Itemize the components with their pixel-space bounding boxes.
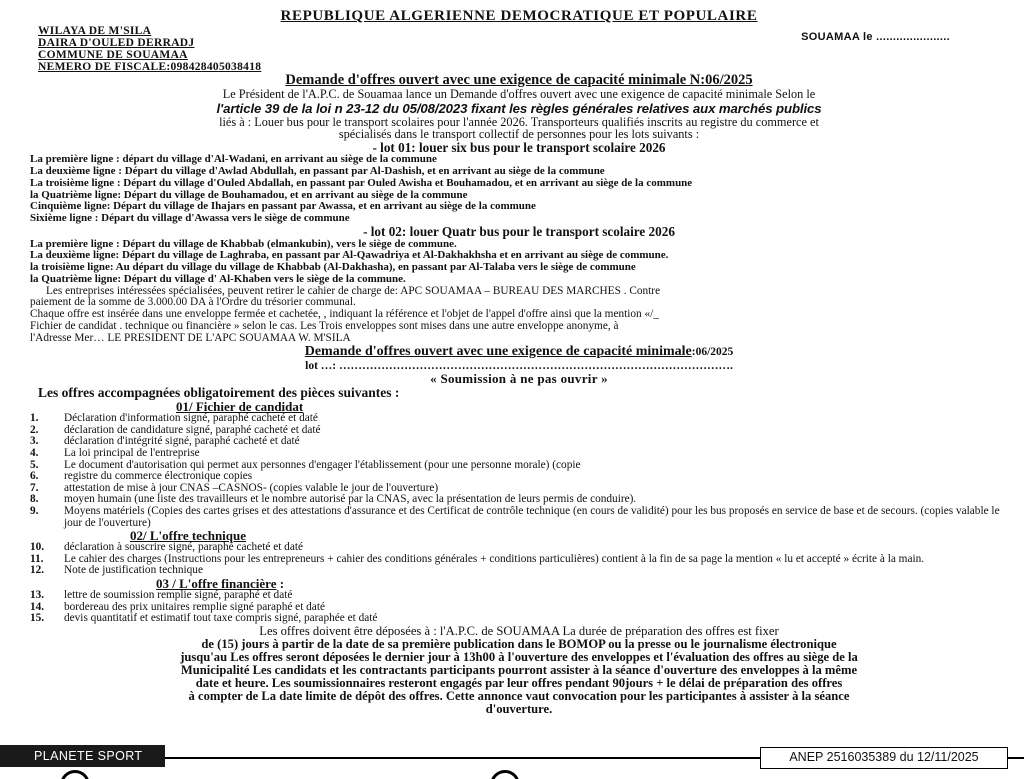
final-line-1: Les offres doivent être déposées à : l'A.P.C. de SOUAMAA La durée de préparation des offres est fixer: [259, 623, 779, 638]
section-financial-offer: 03 / L'offre financière :: [156, 575, 285, 591]
intro-line-1: Le Président de l'A.P.C. de Souamaa lance un Demande d'offres ouvert avec une exigence de capacité minimale Selon le: [222, 87, 816, 101]
anep-reference: ANEP 2516035389 du 12/11/2025: [760, 747, 1008, 769]
lot2-title: - lot 02: louer Quatr bus pour le transport scolaire 2026: [363, 224, 675, 240]
item-text: Moyens matériels (Copies des cartes grises et des attestations d'assurance et des Certificat de contrôle technique (en cours de validité) pour les bus proposés en service de base et de secours. (copies valable le jour de l'ouverture): [64, 505, 1000, 529]
header-row: [38, 25, 1000, 73]
lot1-line: La troisième ligne : Départ du village d'Ouled Abdallah, en passant par Ouled Awisha et Bouhamadou, et en arrivant au siège de la commune: [30, 176, 693, 189]
item-number: 3.: [30, 435, 39, 448]
item-text: lettre de soumission remplie signé, paraphé et daté: [64, 588, 293, 601]
conditions-line-2: paiement de la somme de 3.000.00 DA à l'Ordre du trésorier communal.: [30, 296, 356, 309]
item-text: déclaration de candidature signé, paraphé cacheté et daté: [64, 423, 321, 436]
item-number: 9.: [30, 505, 39, 518]
bottom-decoration: [0, 770, 1024, 779]
secondary-heading-text: Demande d'offres ouvert avec une exigence de capacité minimale: [304, 344, 692, 360]
conditions-line-5: l'Adresse Mer… LE PRESIDENT DE L'APC SOUAMAA W. M'SILA: [30, 331, 351, 344]
lot1-line: Cinquième ligne: Départ du village de Ihajars en passant par Awassa, et en arrivant au siège de la commune: [30, 200, 536, 213]
item-number: 10.: [30, 541, 45, 554]
intro-line-4: spécialisés dans le transport collectif de personnes pour les lots suivants :: [338, 127, 700, 142]
item-number: 1.: [30, 412, 39, 425]
announcement-document: [8, 0, 1014, 740]
item-number: 5.: [30, 458, 39, 471]
item-number: 11.: [30, 552, 44, 565]
item-number: 6.: [30, 470, 39, 483]
intro-line-3: liés à : Louer bus pour le transport scolaires pour l'année 2026. Transporteurs qualifiés inscrits au registre du commerce et: [219, 114, 819, 129]
item-text: bordereau des prix unitaires remplie signé paraphé et daté: [64, 600, 325, 613]
section-technical-offer-label: 02/ L'offre technique: [130, 528, 247, 544]
section-candidate-file-label: 01/ Fichier de candidat: [176, 399, 304, 415]
item-text: Note de justification technique: [64, 564, 203, 577]
item-number: 4.: [30, 447, 39, 460]
daira-line: DAIRA D'OULED DERRADJ: [38, 37, 195, 49]
wilaya-line: WILAYA DE M'SILA: [38, 25, 152, 37]
final-line-4: Municipalité Les candidats et les contractants participants pourront assister à la séance d'ouverture des enveloppes à la même: [180, 662, 858, 677]
lot1-title: - lot 01: louer six bus pour le transport scolaire 2026: [372, 139, 666, 155]
secondary-heading-number: :06/2025: [691, 346, 734, 359]
lot2-line: la Quatrième ligne: Départ du village d' Al-Khaben vers le siège de la commune.: [30, 272, 406, 285]
document-list-item: [30, 588, 1000, 602]
financial-offer-list: [30, 588, 1000, 625]
section-financial-offer-label: 03 / L'offre financière: [156, 575, 277, 591]
item-text: attestation de mise à jour CNAS –CASNOS- (copies valable le jour de l'ouverture): [64, 481, 439, 494]
lot1-line: la Quatrième ligne: Départ du village de Bouhamadou, et en arrivant au siège de la commune: [30, 188, 468, 201]
lot2-line: La première ligne : Départ du village de Khabbab (elmankubin), vers le siège de commune.: [30, 237, 457, 250]
commune-line: COMMUNE DE SOUAMAA: [38, 49, 188, 61]
final-line-3: jusqu'au Les offres seront déposées le dernier jour à 13h00 à l'ouverture des enveloppes et l'évaluation des offres au siège de la: [180, 649, 858, 664]
logo-arc-mark: [490, 770, 520, 779]
logo-arc-mark: [60, 770, 90, 779]
item-text: Le document d'autorisation qui permet aux personnes d'engager l'établissement (pour une personne morale) (copie: [64, 458, 581, 471]
intro-line-2: l'article 39 de la loi n 23-12 du 05/08/2023 fixant les règles générales relatives aux marchés publics: [216, 100, 822, 116]
place-date: SOUAMAA le ......................: [801, 31, 950, 43]
item-number: 7.: [30, 481, 39, 494]
lot1-line: La première ligne : départ du village d'Al-Wadani, en arrivant au siège de la commune: [30, 153, 437, 166]
header-left-block: [38, 25, 261, 73]
technical-offer-list: [30, 541, 1000, 577]
item-text: registre du commerce électronique copies: [64, 470, 253, 483]
required-documents-title: Les offres accompagnées obligatoirement des pièces suivantes :: [38, 385, 400, 401]
item-number: 14.: [30, 600, 45, 613]
main-heading: Demande d'offres ouvert avec une exigence de capacité minimale N:06/2025: [285, 72, 753, 88]
publication-label: PLANETE SPORT: [0, 745, 165, 767]
item-text: Déclaration d'information signé, paraphé cacheté et daté: [64, 412, 318, 425]
item-number: 12.: [30, 564, 45, 577]
candidate-file-list: [30, 412, 1000, 529]
fiscal-number-line: NEMERO DE FISCALE:098428405038418: [38, 61, 262, 73]
item-text: La loi principal de l'entreprise: [64, 447, 200, 460]
final-line-7: d'ouverture.: [485, 701, 553, 716]
item-text: moyen humain (une liste des travailleurs et le nombre autorisé par la CNAS, avec la présentation de leurs permis de conduire).: [64, 493, 637, 506]
item-text: déclaration d'intégrité signé, paraphé cacheté et daté: [64, 435, 300, 448]
lot-placeholder-line: lot …: ………………………………………………………………………………………….: [305, 360, 733, 373]
document-list-item: [30, 505, 1000, 529]
lot2-line: La deuxième ligne: Départ du village de Laghraba, en passant par Al-Qawadriya et Al-Dakhakhsha et en arrivant au siège de commune.: [30, 249, 669, 262]
item-text: déclaration à souscrire signé, paraphé cacheté et daté: [64, 541, 303, 554]
final-line-2: de (15) jours à partir de la date de sa première publication dans le BOMOP ou la presse ou le journalisme électronique: [201, 636, 837, 651]
conditions-line-3: Chaque offre est insérée dans une enveloppe fermée et cachetée, , indiquant la référence et l'objet de l'appel d'offre ainsi que la mention «/_: [30, 308, 659, 321]
item-number: 2.: [30, 423, 39, 436]
conditions-line-4: Fichier de candidat . technique ou financière » selon le cas. Les Trois enveloppes sont mises dans une autre enveloppe anonyme, à: [30, 319, 619, 332]
soumission-notice: « Soumission à ne pas ouvrir »: [430, 371, 608, 387]
republic-title: REPUBLIQUE ALGERIENNE DEMOCRATIQUE ET POPULAIRE: [280, 8, 758, 24]
item-number: 8.: [30, 493, 39, 506]
lot1-line: Sixième ligne : Départ du village d'Awassa vers le siège de commune: [30, 212, 350, 225]
lot1-line: La deuxième ligne : Départ du village d'Awlad Abdullah, en passant par Al-Dashish, et en arrivant au siège de la commune: [30, 165, 605, 178]
item-text: Le cahier des charges (Instructions pour les entrepreneurs + cahier des conditions générales + conditions particulières) contient à la fin de sa page la mention « lu et accepté » écrite à la main.: [64, 552, 925, 565]
conditions-line-1: Les entreprises intéressées spécialisées, peuvent retirer le cahier de charge de: APC SOUAMAA – BUREAU DES MARCHES . Contre: [46, 284, 661, 297]
secondary-heading: [38, 344, 1000, 360]
document-list-item: [30, 447, 1000, 460]
lot2-line: la troisième ligne: Au départ du village du village de Khabbab (Al-Dakhasha), en passant par Al-Talaba vers le siège de commune: [30, 261, 636, 274]
item-text: devis quantitatif et estimatif tout taxe compris signé, paraphée et daté: [64, 612, 378, 625]
item-number: 15.: [30, 612, 45, 625]
final-line-5: date et heure. Les soumissionnaires resteront engagés par leur offres pendant 90jours + le délai de préparation des offres: [195, 675, 843, 690]
final-line-6: à compter de La date limite de dépôt des offres. Cette annonce vaut convocation pour les participantes à assister à la séance: [188, 688, 850, 703]
item-number: 13.: [30, 588, 45, 601]
